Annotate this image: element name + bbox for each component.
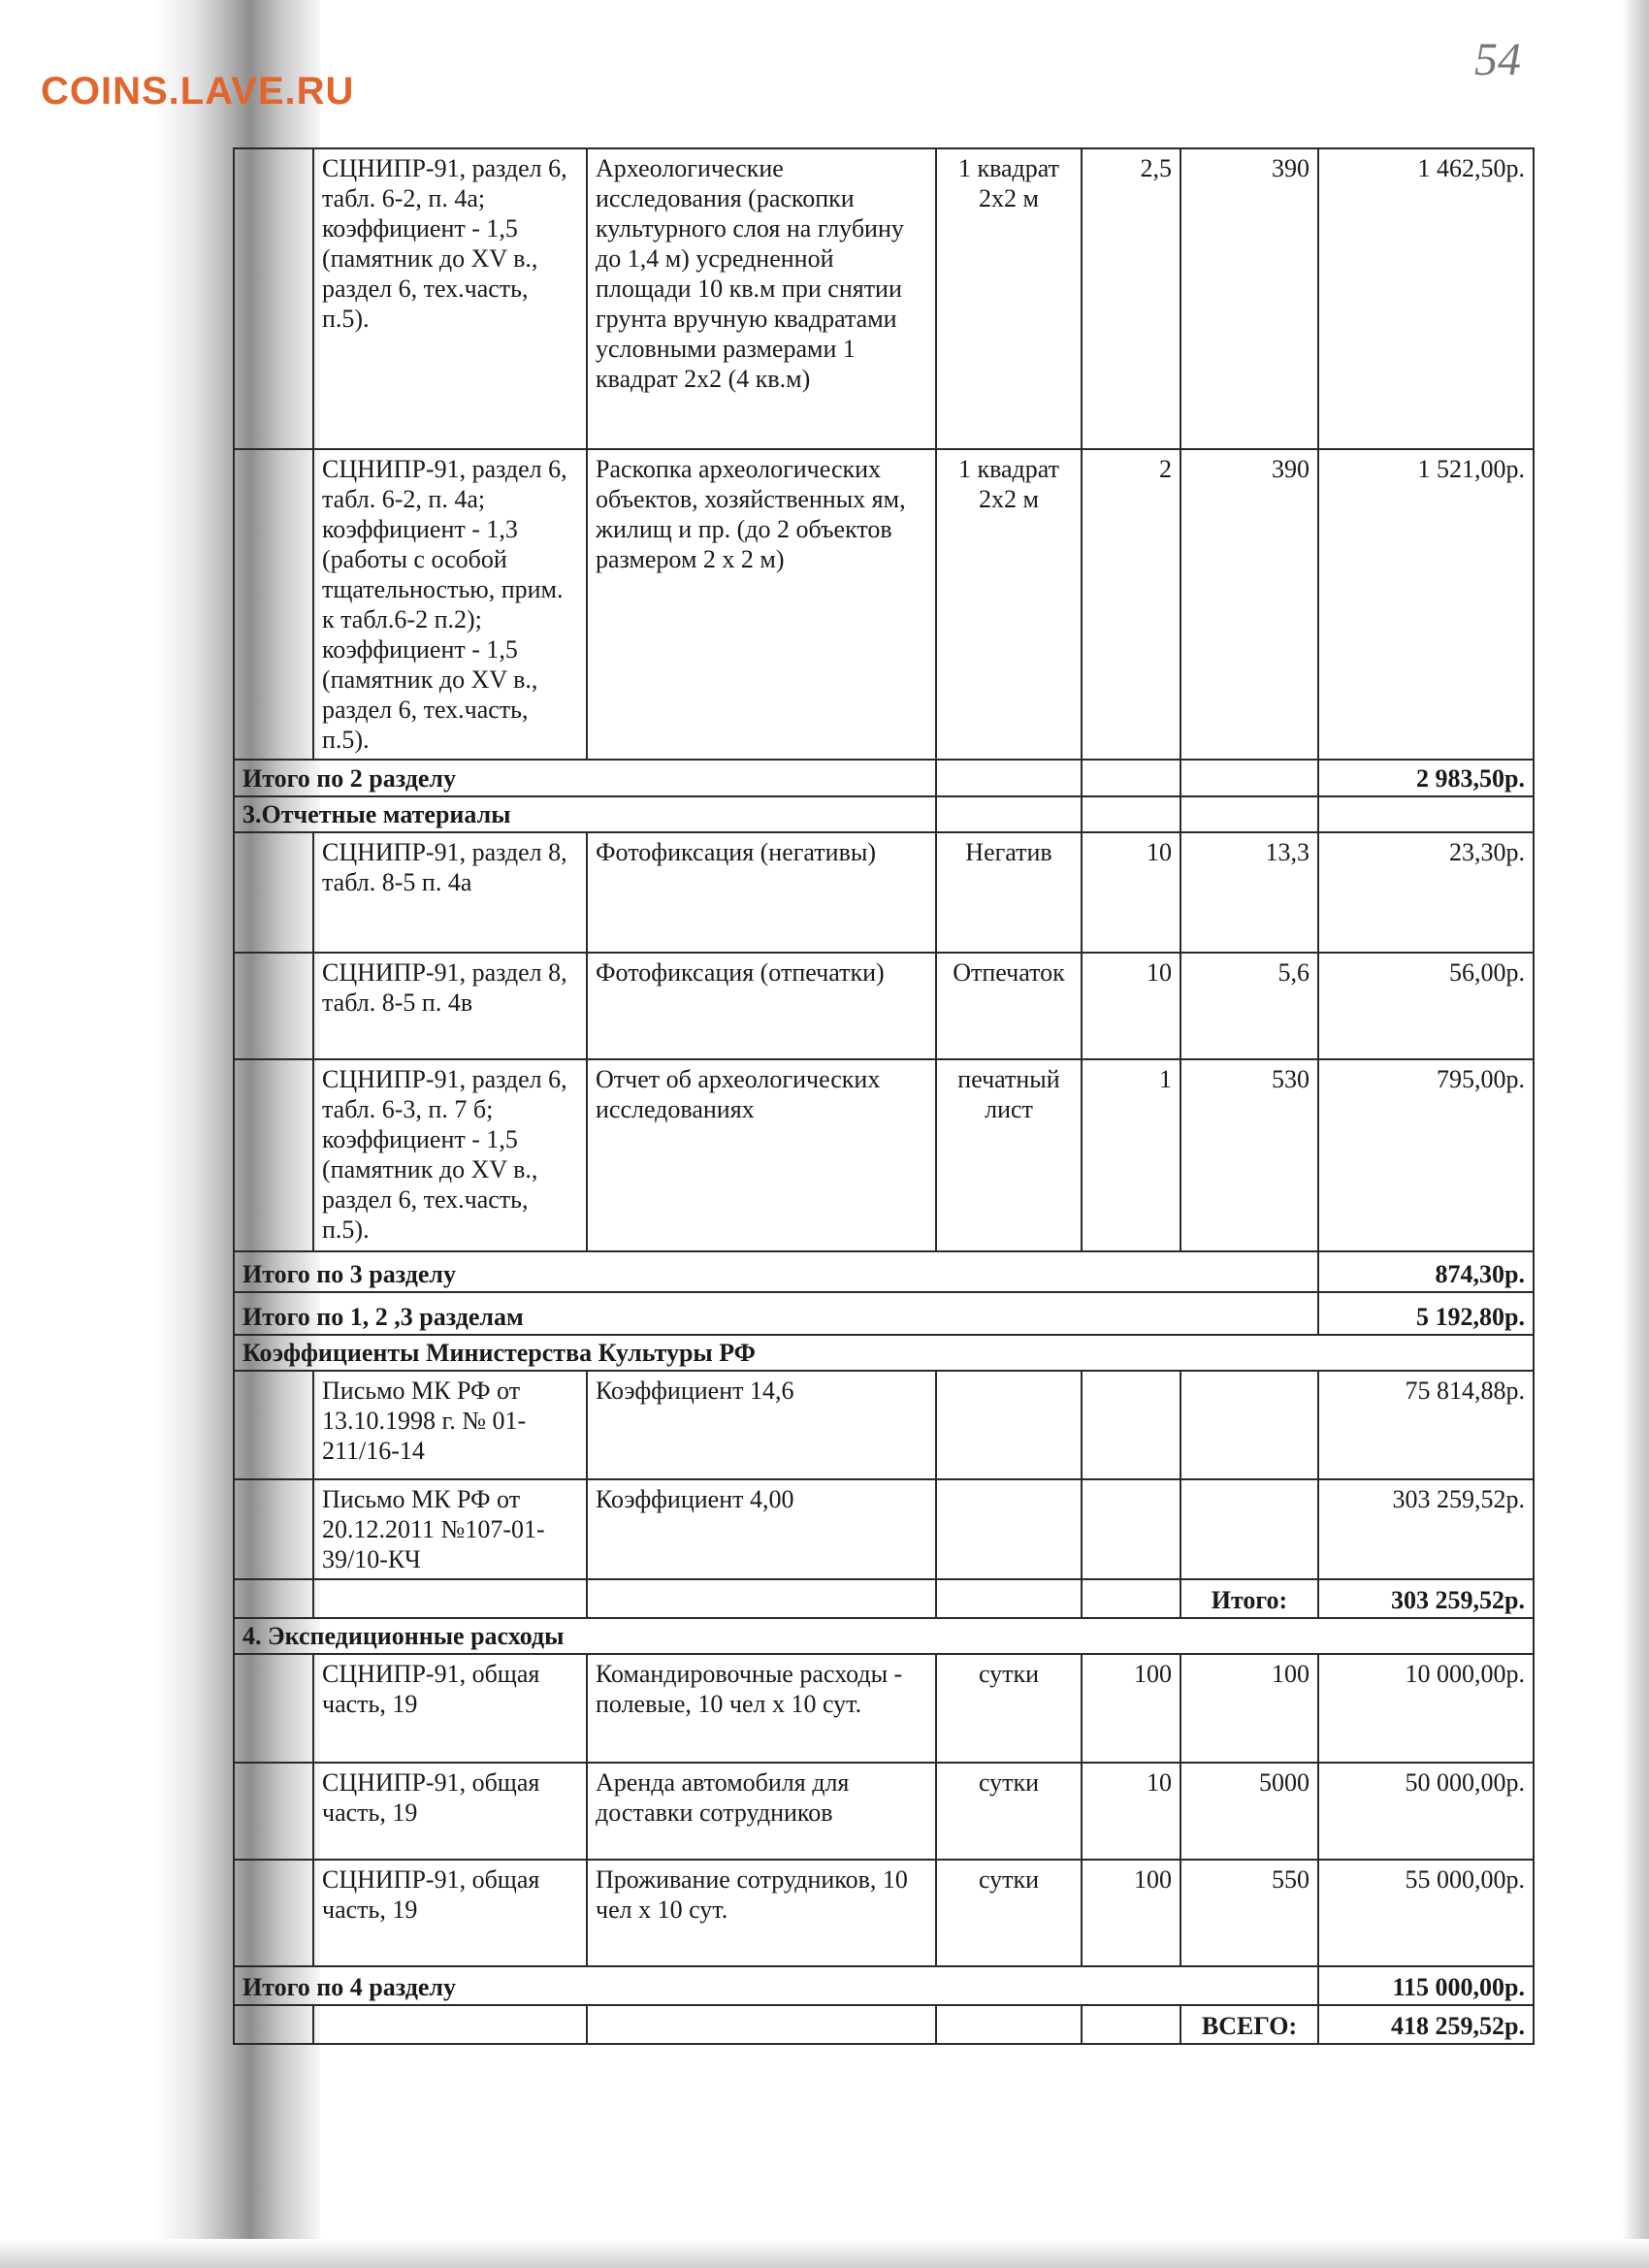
row-index-cell	[234, 1479, 313, 1579]
empty-cell	[1082, 1479, 1180, 1579]
unit-price: 100	[1180, 1654, 1318, 1763]
section-total-row	[234, 1251, 1534, 1292]
quantity: 10	[1082, 832, 1180, 953]
line-sum: 1 521,00р.	[1318, 449, 1534, 760]
line-sum: 10 000,00р.	[1318, 1654, 1534, 1763]
line-sum: 1 462,50р.	[1318, 148, 1534, 449]
section-total-label: Итого по 2 разделу	[234, 760, 936, 796]
table-row	[234, 1654, 1534, 1763]
work-description: Археологические исследования (раскопки культурного слоя на глубину до 1,4 м) усредненной площади 10 кв.м при снятии грунта вручную квадратами условными размерами 1 квадрат 2х2 (4 кв.м)	[587, 148, 936, 449]
empty-cell	[1180, 1479, 1318, 1579]
unit: Негатив	[936, 832, 1082, 953]
letter-reference: Письмо МК РФ от 13.10.1998 г. № 01-211/16-14	[313, 1371, 587, 1479]
section-heading: 3.Отчетные материалы	[234, 796, 936, 832]
line-sum: 795,00р.	[1318, 1059, 1534, 1251]
page-number: 54	[1474, 34, 1521, 85]
unit: сутки	[936, 1860, 1082, 1966]
section-heading-row	[234, 796, 1534, 832]
row-index-cell	[234, 953, 313, 1059]
section-total-label: Итого по 3 разделу	[234, 1251, 1318, 1292]
unit: Отпечаток	[936, 953, 1082, 1059]
line-sum: 56,00р.	[1318, 953, 1534, 1059]
unit: сутки	[936, 1763, 1082, 1860]
coefficient-total-row	[234, 1579, 1534, 1618]
sections-total-row	[234, 1292, 1534, 1335]
unit: печатный лист	[936, 1059, 1082, 1251]
line-sum: 303 259,52р.	[1318, 1479, 1534, 1579]
line-sum: 75 814,88р.	[1318, 1371, 1534, 1479]
sections-total-value: 5 192,80р.	[1318, 1292, 1534, 1335]
work-description: Раскопка археологических объектов, хозяйственных ям, жилищ и пр. (до 2 объектов размером 2 х 2 м)	[587, 449, 936, 760]
unit-price: 390	[1180, 148, 1318, 449]
section-total-value: 115 000,00р.	[1318, 1966, 1534, 2005]
empty-cell	[1082, 1579, 1180, 1618]
row-index-cell	[234, 148, 313, 449]
norm-reference: СЦНИПР-91, раздел 6, табл. 6-3, п. 7 б; коэффициент - 1,5 (памятник до XV в., раздел 6, тех.часть, п.5).	[313, 1059, 587, 1251]
norm-reference: СЦНИПР-91, раздел 8, табл. 8-5 п. 4а	[313, 832, 587, 953]
norm-reference: СЦНИПР-91, общая часть, 19	[313, 1763, 587, 1860]
line-sum: 23,30р.	[1318, 832, 1534, 953]
line-sum: 55 000,00р.	[1318, 1860, 1534, 1966]
work-description: Фотофиксация (отпечатки)	[587, 953, 936, 1059]
unit-price: 13,3	[1180, 832, 1318, 953]
empty-cell	[234, 2005, 313, 2044]
quantity: 10	[1082, 1763, 1180, 1860]
empty-cell	[1082, 1371, 1180, 1479]
coefficient-description: Коэффициент 4,00	[587, 1479, 936, 1579]
section-heading: 4. Экспедиционные расходы	[234, 1618, 1534, 1654]
empty-cell	[936, 1479, 1082, 1579]
row-index-cell	[234, 1371, 313, 1479]
section-total-row	[234, 760, 1534, 796]
unit-price: 5,6	[1180, 953, 1318, 1059]
empty-cell	[936, 2005, 1082, 2044]
unit-price: 530	[1180, 1059, 1318, 1251]
table-row	[234, 832, 1534, 953]
coefficient-description: Коэффициент 14,6	[587, 1371, 936, 1479]
work-description: Фотофиксация (негативы)	[587, 832, 936, 953]
quantity: 1	[1082, 1059, 1180, 1251]
grand-total-value: 418 259,52р.	[1318, 2005, 1534, 2044]
unit: 1 квадрат 2х2 м	[936, 148, 1082, 449]
quantity: 10	[1082, 953, 1180, 1059]
empty-cell	[1180, 1371, 1318, 1479]
work-description: Отчет об археологических исследованиях	[587, 1059, 936, 1251]
unit: 1 квадрат 2х2 м	[936, 449, 1082, 760]
section-total-value: 2 983,50р.	[1318, 760, 1534, 796]
empty-cell	[1180, 760, 1318, 796]
quantity: 2	[1082, 449, 1180, 760]
table-row	[234, 449, 1534, 760]
empty-cell	[1180, 796, 1318, 832]
table-row	[234, 148, 1534, 449]
section-total-value: 874,30р.	[1318, 1251, 1534, 1292]
row-index-cell	[234, 1860, 313, 1966]
norm-reference: СЦНИПР-91, раздел 8, табл. 8-5 п. 4в	[313, 953, 587, 1059]
grand-total-row	[234, 2005, 1534, 2044]
row-index-cell	[234, 1654, 313, 1763]
norm-reference: СЦНИПР-91, общая часть, 19	[313, 1654, 587, 1763]
unit-price: 390	[1180, 449, 1318, 760]
table-row	[234, 1479, 1534, 1579]
work-description: Командировочные расходы - полевые, 10 чел х 10 сут.	[587, 1654, 936, 1763]
scan-bottom-edge	[0, 2239, 1649, 2268]
scan-right-edge	[1622, 0, 1649, 2268]
section-total-label: Итого по 4 разделу	[234, 1966, 1318, 2005]
row-index-cell	[234, 1059, 313, 1251]
unit-price: 5000	[1180, 1763, 1318, 1860]
grand-total-label: ВСЕГО:	[1180, 2005, 1318, 2044]
table-row	[234, 1763, 1534, 1860]
norm-reference: СЦНИПР-91, раздел 6, табл. 6-2, п. 4а; коэффициент - 1,5 (памятник до XV в., раздел 6, тех.часть, п.5).	[313, 148, 587, 449]
quantity: 100	[1082, 1860, 1180, 1966]
section-heading-row	[234, 1618, 1534, 1654]
quantity: 100	[1082, 1654, 1180, 1763]
row-index-cell	[234, 449, 313, 760]
itogo-label: Итого:	[1180, 1579, 1318, 1618]
row-index-cell	[234, 1763, 313, 1860]
norm-reference: СЦНИПР-91, общая часть, 19	[313, 1860, 587, 1966]
table-row	[234, 953, 1534, 1059]
empty-cell	[1082, 796, 1180, 832]
section-heading-row	[234, 1335, 1534, 1371]
letter-reference: Письмо МК РФ от 20.12.2011 №107-01-39/10-КЧ	[313, 1479, 587, 1579]
estimate-table	[233, 147, 1535, 2045]
line-sum: 50 000,00р.	[1318, 1763, 1534, 1860]
table-row	[234, 1860, 1534, 1966]
empty-cell	[587, 1579, 936, 1618]
itogo-value: 303 259,52р.	[1318, 1579, 1534, 1618]
norm-reference: СЦНИПР-91, раздел 6, табл. 6-2, п. 4а; коэффициент - 1,3 (работы с особой тщательностью, прим. к табл.6-2 п.2); коэффициент - 1,5 (памятник до XV в., раздел 6, тех.часть, п.5).	[313, 449, 587, 760]
empty-cell	[1082, 2005, 1180, 2044]
quantity: 2,5	[1082, 148, 1180, 449]
empty-cell	[936, 1371, 1082, 1479]
sections-total-label: Итого по 1, 2 ,3 разделам	[234, 1292, 1318, 1335]
section-total-row	[234, 1966, 1534, 2005]
watermark: COINS.LAVE.RU	[41, 70, 355, 113]
table-row	[234, 1371, 1534, 1479]
row-index-cell	[234, 832, 313, 953]
empty-cell	[234, 1579, 313, 1618]
unit-price: 550	[1180, 1860, 1318, 1966]
empty-cell	[1318, 796, 1534, 832]
empty-cell	[1082, 760, 1180, 796]
coefficients-heading: Коэффициенты Министерства Культуры РФ	[234, 1335, 1534, 1371]
work-description: Проживание сотрудников, 10 чел х 10 сут.	[587, 1860, 936, 1966]
table-row	[234, 1059, 1534, 1251]
empty-cell	[936, 760, 1082, 796]
empty-cell	[936, 796, 1082, 832]
empty-cell	[313, 2005, 587, 2044]
empty-cell	[936, 1579, 1082, 1618]
empty-cell	[313, 1579, 587, 1618]
empty-cell	[587, 2005, 936, 2044]
unit: сутки	[936, 1654, 1082, 1763]
work-description: Аренда автомобиля для доставки сотрудников	[587, 1763, 936, 1860]
